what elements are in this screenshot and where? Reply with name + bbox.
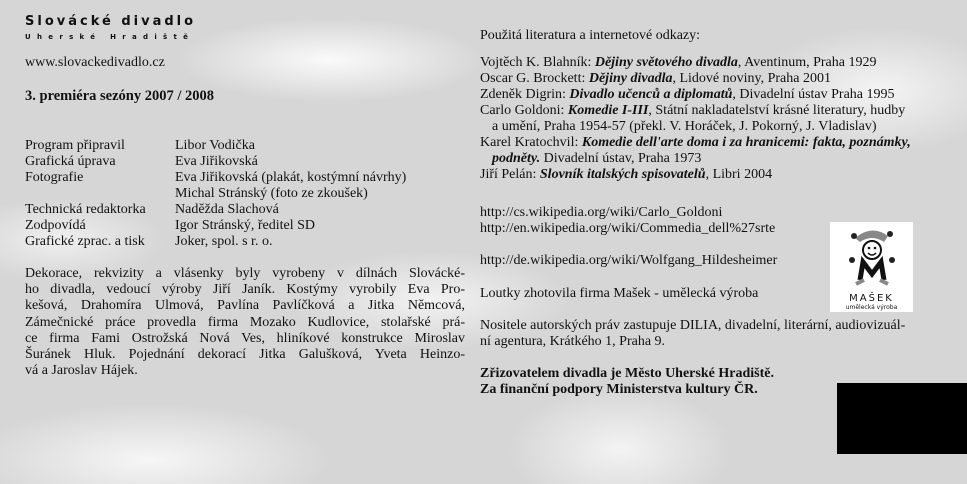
credit-row: Michal Stránský (foto ze zkoušek) [175, 186, 368, 201]
jester-icon [830, 222, 913, 288]
credit-row: Grafické zprac. a tisk Joker, spol. s r. o. [25, 234, 273, 249]
credit-row: Zodpovídá Igor Stránský, ředitel SD [25, 218, 315, 233]
credit-row: Program připravil Libor Vodička [25, 138, 255, 153]
website-url: www.slovackedivadlo.cz [25, 55, 165, 70]
credit-row: Technická redaktorka Naděžda Slachová [25, 202, 279, 217]
brand-subtitle: Uherské Hradiště [25, 33, 195, 41]
reference: Carlo Goldoni: Komedie I-III, Státní nakladatelství krásné literatury, hudby [480, 103, 906, 118]
black-box [837, 383, 967, 454]
masek-logo: MAŠEK umělecká výroba [830, 222, 913, 312]
brand-title: Slovácké divadlo [25, 14, 197, 29]
literature-list [480, 55, 911, 183]
credit-row: Fotografie Eva Jiřikovská (plakát, kostýmní návrhy) [25, 170, 407, 185]
credit-row: Grafická úprava Eva Jiřikovská [25, 154, 258, 169]
reference: Jiří Pelán: Slovník italských spisovatelů, Libri 2004 [480, 167, 773, 182]
link-goldoni[interactable]: http://cs.wikipedia.org/wiki/Carlo_Goldoni [480, 205, 723, 220]
reference: Karel Kratochvil: Komedie dell'arte doma i za hranicemi: fakta, poznámky, [480, 135, 911, 150]
founder-text: Zřizovatelem divadla je Město Uherské Hradiště. Za finanční podpory Ministerstva kultury ČR. [480, 366, 774, 397]
puppets-credit: Loutky zhotovila firma Mašek - umělecká výroba [480, 286, 759, 301]
reference-continuation: a umění, Praha 1954-57 (překl. V. Horáček, J. Pokorný, J. Vladislav) [492, 119, 877, 134]
literature-heading: Použitá literatura a internetové odkazy: [480, 28, 701, 43]
reference: Vojtěch K. Blahník: Dějiny světového divadla, Aventinum, Praha 1929 [480, 55, 877, 70]
reference: Zdeněk Digrin: Divadlo učenců a diplomatů, Divadelní ústav Praha 1995 [480, 87, 895, 102]
credits-list [25, 138, 406, 250]
reference-continuation: podněty. Divadelní ústav, Praha 1973 [492, 151, 702, 166]
link-hildesheimer[interactable]: http://de.wikipedia.org/wiki/Wolfgang_Hildesheimer [480, 253, 778, 268]
reference: Oscar G. Brockett: Dějiny divadla, Lidové noviny, Praha 2001 [480, 71, 831, 86]
rights-text: Nositele autorských práv zastupuje DILIA, divadelní, literární, audiovizuál- ní agentura, Krátkého 1, Praha 9. [480, 318, 906, 349]
workshop-paragraph: Dekorace, rekvizity a vlásenky byly vyrobeny v dílnách Slovácké- ho divadla, vedoucí výroby Jiří Janík. Kostýmy vyrobily Eva Pro- kešová, Drahomíra Ulmová, Pavlína Pavlíčková a Jitka Němcová, Zámečnické práce provedla firma Mozako Kudlovice, stolařské prá- ce firma Fami Ostrožská Nová Ves, hliníkové konstrukce Miroslav Šuránek Hluk. Pojednání dekorací Jitka Galušková, Yveta Heinzo- vá a Jaroslav Hájek. [25, 266, 465, 379]
link-commedia[interactable]: http://en.wikipedia.org/wiki/Commedia_dell%27srte [480, 221, 776, 236]
premiere-heading: 3. premiéra sezóny 2007 / 2008 [25, 88, 215, 104]
